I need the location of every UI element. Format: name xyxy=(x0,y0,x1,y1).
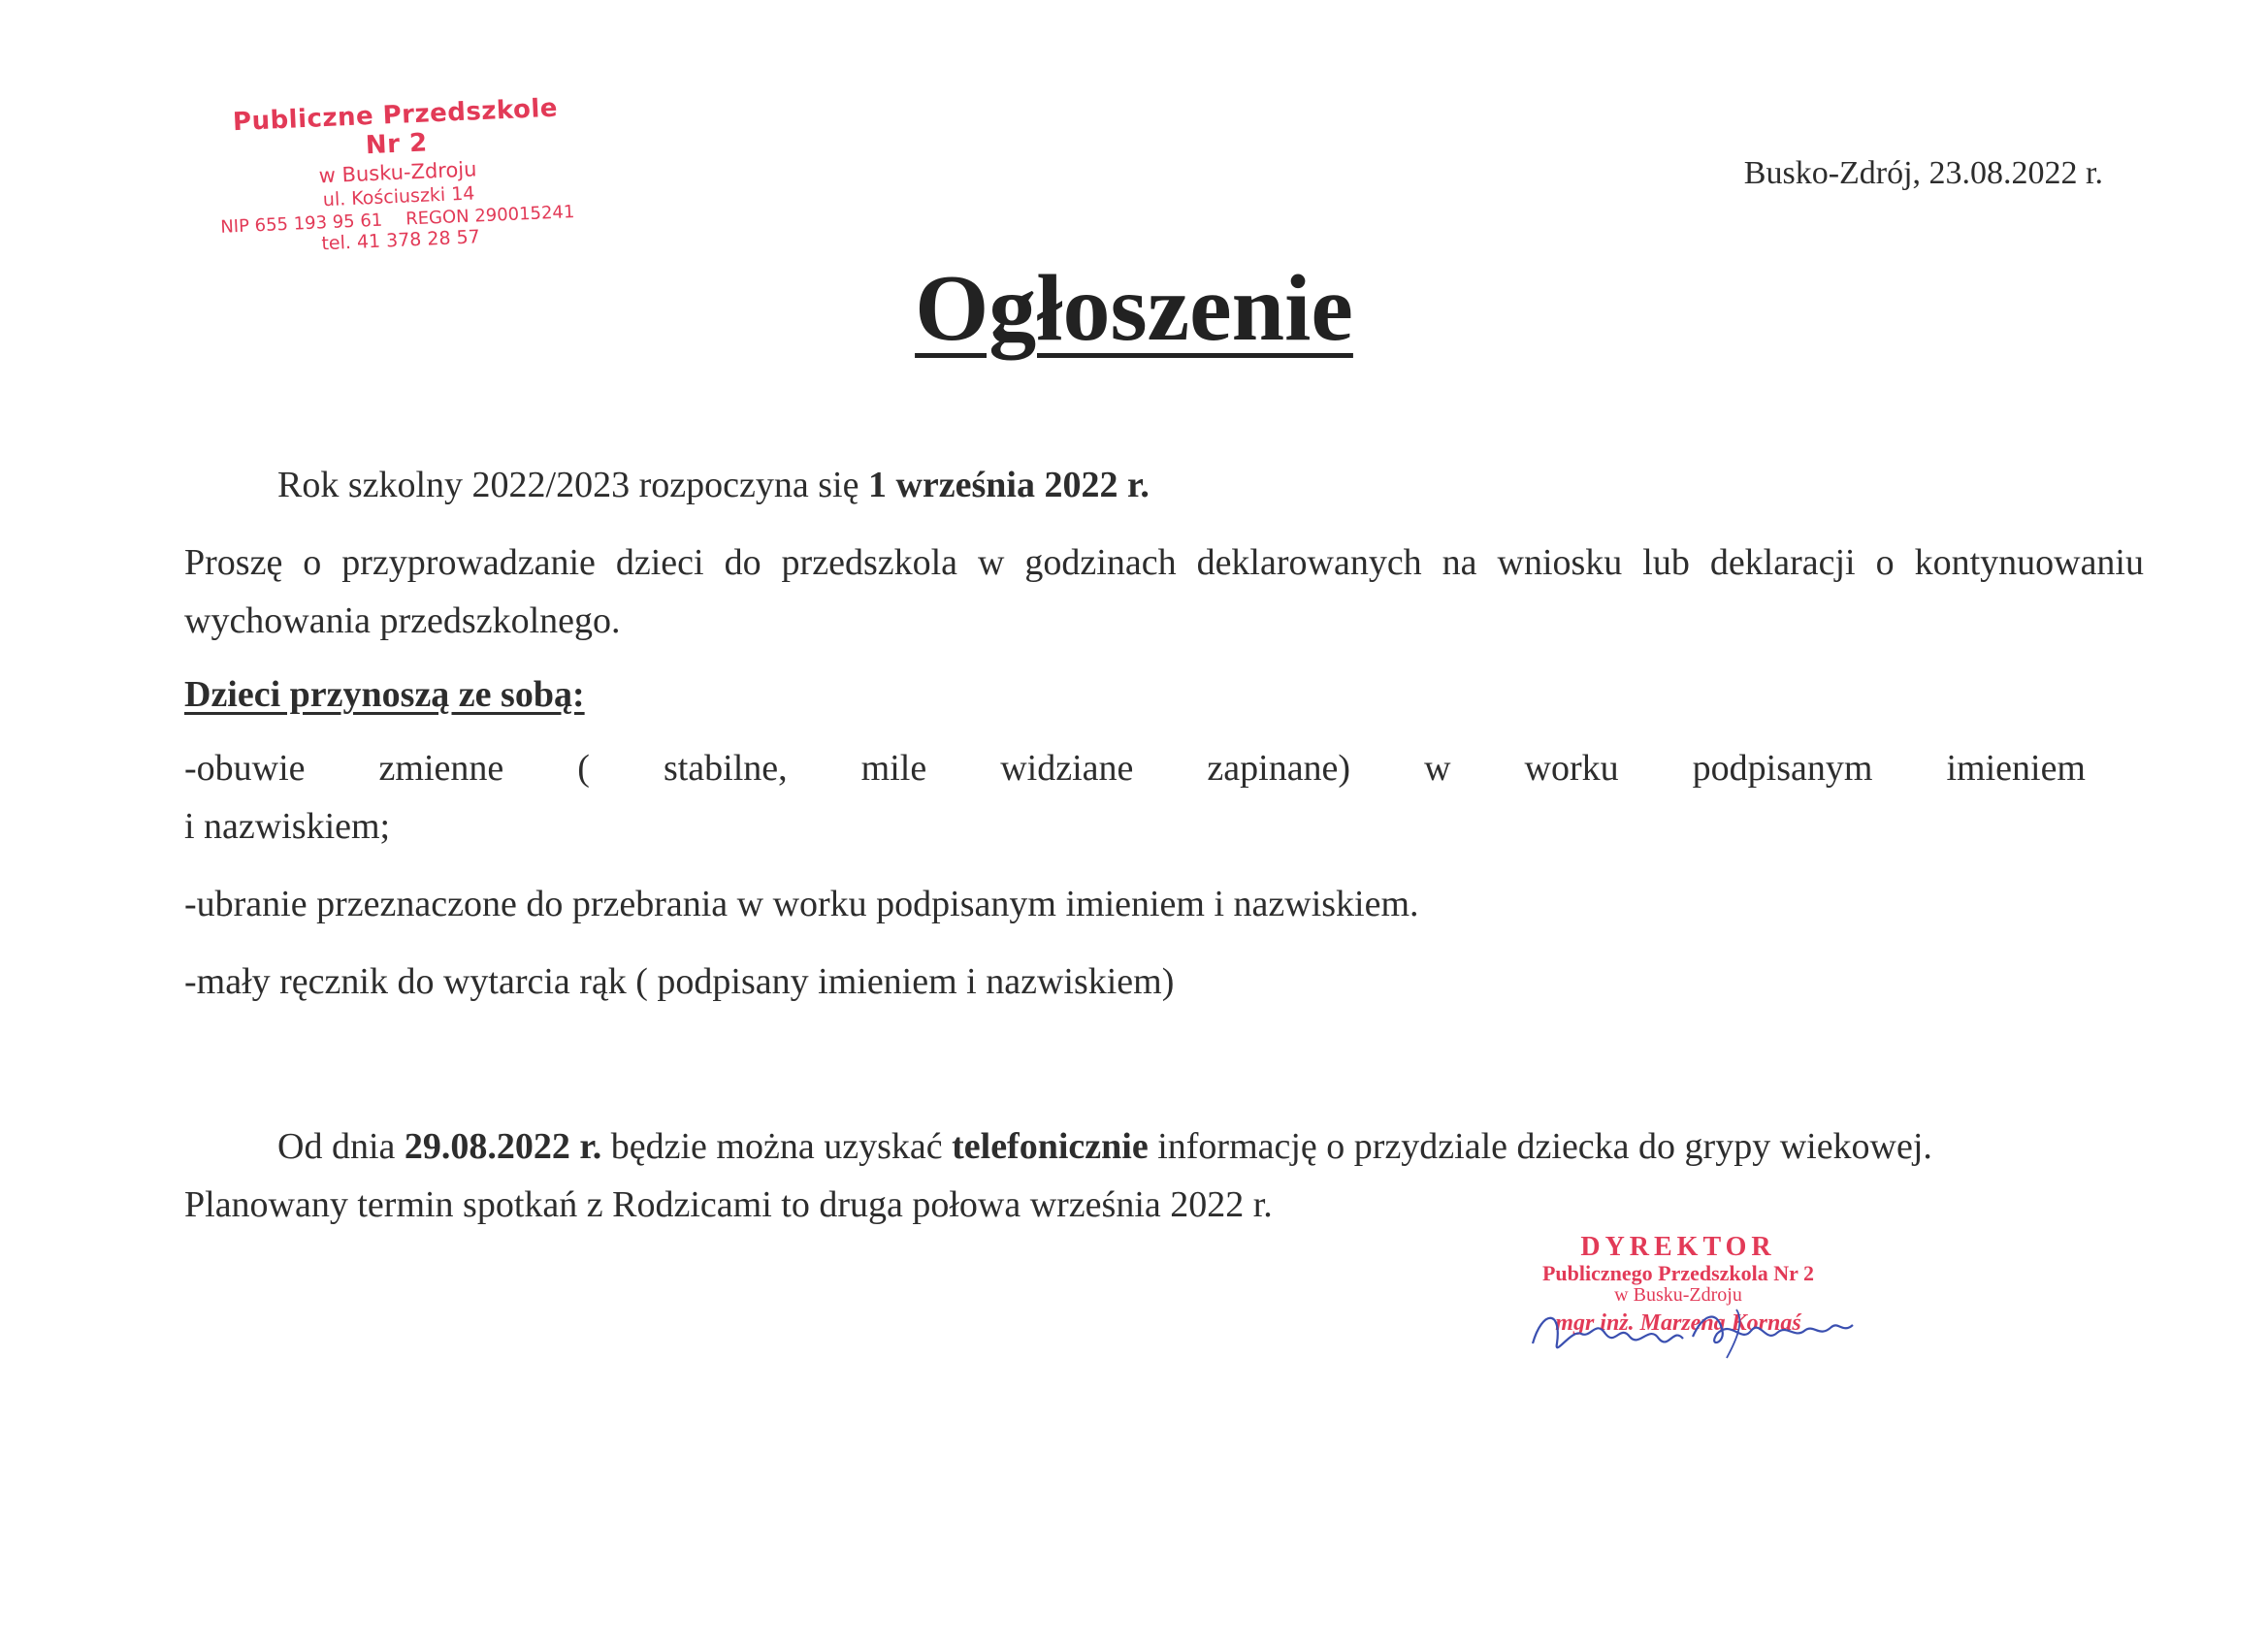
paragraph-school-year xyxy=(184,456,2144,514)
list-heading xyxy=(184,665,2144,724)
group-info-date: 29.08.2022 r. xyxy=(404,1126,602,1167)
title-text: Ogłoszenie xyxy=(915,256,1353,361)
paragraph-meeting: Planowany termin spotkań z Rodzicami to druga połowa września 2022 r. xyxy=(184,1184,1273,1225)
group-info-c: będzie można uzyskać xyxy=(601,1126,953,1167)
stamp-nip: NIP 655 193 95 61 xyxy=(219,210,383,238)
list-item-towel: -mały ręcznik do wytarcia rąk ( podpisany imieniem i nazwiskiem) xyxy=(184,961,1175,1002)
stamp-street: ul. Kościuszki 14 xyxy=(322,182,475,211)
school-year-start-date: 1 września 2022 r. xyxy=(867,465,1150,505)
stamp-city: w Busku-Zdroju xyxy=(318,157,477,188)
paragraph-group-info xyxy=(184,1117,2144,1176)
director-title: DYREKTOR xyxy=(1580,1232,1776,1262)
list-heading-text: Dzieci przynoszą ze sobą: xyxy=(184,674,585,715)
group-info-a: Od dnia xyxy=(277,1126,405,1167)
list-item-shoes-line2: i nazwiskiem; xyxy=(184,806,391,847)
group-info-e: informację o przydziale dziecka do grypy wiekowej. xyxy=(1148,1126,1932,1167)
announcement-body xyxy=(184,456,2144,1234)
signature-icon xyxy=(1523,1290,1872,1368)
stamp-regon: REGON 290015241 xyxy=(405,201,575,230)
place-date: Busko-Zdrój, 23.08.2022 r. xyxy=(1743,155,2103,191)
school-year-text: Rok szkolny 2022/2023 rozpoczyna się xyxy=(277,465,868,505)
director-name: mgr inż. Marzena Kornaś xyxy=(1555,1310,1801,1336)
page-title xyxy=(0,254,2268,363)
director-city: w Busku-Zdroju xyxy=(1614,1284,1742,1306)
school-stamp xyxy=(215,93,580,259)
stamp-phone: tel. 41 378 28 57 xyxy=(320,226,481,255)
director-institution: Publicznego Przedszkola Nr 2 xyxy=(1541,1261,1815,1285)
list-item-shoes-line1: -obuwie zmienne ( stabilne, mile widziane zapinane) w worku podpisanym imieniem xyxy=(184,748,2086,789)
list-item-clothes: -ubranie przeznaczone do przebrania w worku podpisanym imieniem i nazwiskiem. xyxy=(184,884,1419,924)
paragraph-drop-off: Proszę o przyprowadzanie dzieci do przedszkola w godzinach deklarowanych na wniosku lub deklaracji o kontynuowaniu wychowania przedszkolnego. xyxy=(184,542,2144,641)
group-info-phone: telefonicznie xyxy=(952,1126,1149,1167)
stamp-school-name: Publiczne Przedszkole Nr 2 xyxy=(232,93,559,161)
